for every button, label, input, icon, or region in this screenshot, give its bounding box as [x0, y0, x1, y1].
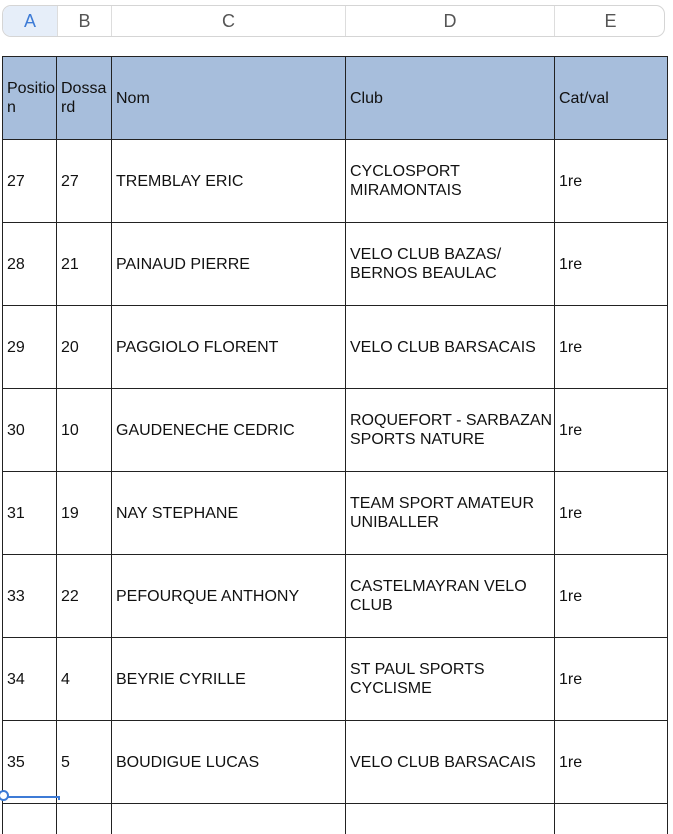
- table-row: [3, 721, 668, 804]
- club-cell[interactable]: VELO CLUB BARSACAIS: [346, 306, 555, 389]
- column-header-a[interactable]: A: [3, 6, 58, 36]
- position-cell[interactable]: 31: [3, 472, 57, 555]
- column-header-e[interactable]: E: [555, 6, 665, 36]
- dossard-cell[interactable]: 21: [57, 223, 112, 306]
- cat-val-cell[interactable]: 1re: [555, 638, 668, 721]
- table-row: [3, 638, 668, 721]
- header-cell-club[interactable]: Club: [346, 57, 555, 140]
- selected-cell-outline: [2, 796, 60, 800]
- results-table: [2, 56, 668, 834]
- club-cell[interactable]: ST PAUL SPORTS CYCLISME: [346, 638, 555, 721]
- dossard-cell[interactable]: 10: [57, 389, 112, 472]
- table-row: [3, 472, 668, 555]
- cat-val-cell[interactable]: 1re: [555, 472, 668, 555]
- nom-cell[interactable]: PAGGIOLO FLORENT: [112, 306, 346, 389]
- club-cell[interactable]: CASTELMAYRAN VELO CLUB: [346, 555, 555, 638]
- position-cell[interactable]: 30: [3, 389, 57, 472]
- dossard-cell[interactable]: 22: [57, 555, 112, 638]
- cat-val-cell[interactable]: 1re: [555, 306, 668, 389]
- column-header-bar: [2, 5, 665, 37]
- empty-cell[interactable]: [555, 804, 668, 834]
- club-cell[interactable]: VELO CLUB BAZAS/ BERNOS BEAULAC: [346, 223, 555, 306]
- table-row: [3, 223, 668, 306]
- cat-val-cell[interactable]: 1re: [555, 389, 668, 472]
- cat-val-cell[interactable]: 1re: [555, 555, 668, 638]
- column-header-b[interactable]: B: [58, 6, 112, 36]
- nom-cell[interactable]: PEFOURQUE ANTHONY: [112, 555, 346, 638]
- position-cell[interactable]: 28: [3, 223, 57, 306]
- empty-cell[interactable]: [346, 804, 555, 834]
- empty-cell[interactable]: [57, 804, 112, 834]
- dossard-cell[interactable]: 19: [57, 472, 112, 555]
- table-row: [3, 306, 668, 389]
- table-row: [3, 140, 668, 223]
- cat-val-cell[interactable]: 1re: [555, 721, 668, 804]
- position-cell[interactable]: 34: [3, 638, 57, 721]
- header-cell-dossard[interactable]: Dossard: [57, 57, 112, 140]
- cat-val-cell[interactable]: 1re: [555, 223, 668, 306]
- position-cell[interactable]: 27: [3, 140, 57, 223]
- dossard-cell[interactable]: 5: [57, 721, 112, 804]
- header-cell-cat-val[interactable]: Cat/val: [555, 57, 668, 140]
- empty-cell[interactable]: [3, 804, 57, 834]
- club-cell[interactable]: ROQUEFORT - SARBAZAN SPORTS NATURE: [346, 389, 555, 472]
- position-cell[interactable]: 35: [3, 721, 57, 804]
- nom-cell[interactable]: GAUDENECHE CEDRIC: [112, 389, 346, 472]
- nom-cell[interactable]: BEYRIE CYRILLE: [112, 638, 346, 721]
- club-cell[interactable]: TEAM SPORT AMATEUR UNIBALLER: [346, 472, 555, 555]
- nom-cell[interactable]: NAY STEPHANE: [112, 472, 346, 555]
- header-cell-nom[interactable]: Nom: [112, 57, 346, 140]
- nom-cell[interactable]: TREMBLAY ERIC: [112, 140, 346, 223]
- club-cell[interactable]: CYCLOSPORT MIRAMONTAIS: [346, 140, 555, 223]
- position-cell[interactable]: 33: [3, 555, 57, 638]
- table-row: [3, 555, 668, 638]
- position-cell[interactable]: 29: [3, 306, 57, 389]
- table-row: [3, 389, 668, 472]
- empty-cell[interactable]: [112, 804, 346, 834]
- nom-cell[interactable]: BOUDIGUE LUCAS: [112, 721, 346, 804]
- dossard-cell[interactable]: 4: [57, 638, 112, 721]
- nom-cell[interactable]: PAINAUD PIERRE: [112, 223, 346, 306]
- header-cell-position[interactable]: Position: [3, 57, 57, 140]
- column-header-d[interactable]: D: [346, 6, 555, 36]
- column-header-c[interactable]: C: [112, 6, 346, 36]
- table-header-row: [3, 57, 668, 140]
- cat-val-cell[interactable]: 1re: [555, 140, 668, 223]
- dossard-cell[interactable]: 27: [57, 140, 112, 223]
- club-cell[interactable]: VELO CLUB BARSACAIS: [346, 721, 555, 804]
- dossard-cell[interactable]: 20: [57, 306, 112, 389]
- table-row: [3, 804, 668, 834]
